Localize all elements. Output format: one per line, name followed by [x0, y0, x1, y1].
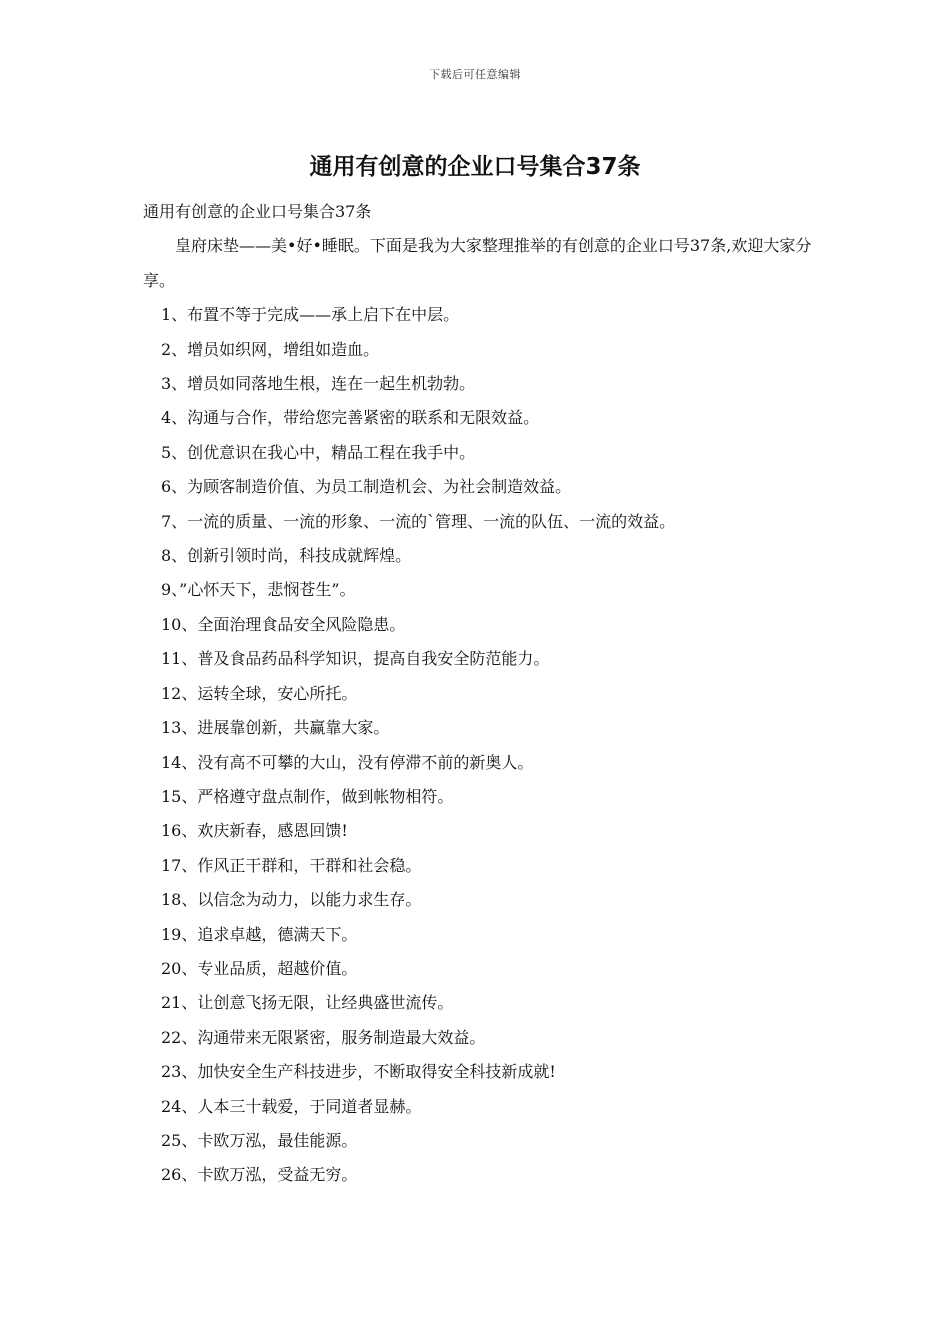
list-item: 23、加快安全生产科技进步，不断取得安全科技新成就!	[161, 1062, 556, 1082]
list-item: 5、创优意识在我心中，精品工程在我手中。	[161, 442, 476, 462]
list-item: 16、欢庆新春，感恩回馈!	[161, 821, 348, 841]
list-item: 25、卡欧万泓，最佳能源。	[161, 1130, 358, 1150]
list-item: 22、沟通带来无限紧密，服务制造最大效益。	[161, 1027, 486, 1047]
page-header-note: 下载后可任意编辑	[429, 68, 521, 81]
subtitle-line: 通用有创意的企业口号集合37条	[143, 202, 372, 221]
list-item: 7、一流的质量、一流的形象、一流的`管理、一流的队伍、一流的效益。	[161, 511, 676, 531]
list-item: 18、以信念为动力，以能力求生存。	[161, 890, 422, 910]
document-title: 通用有创意的企业口号集合37条	[309, 154, 641, 180]
document-body	[143, 195, 813, 1193]
list-item: 14、没有高不可攀的大山，没有停滞不前的新奥人。	[161, 752, 534, 772]
list-item: 9、”心怀天下，悲悯苍生”。	[161, 580, 356, 600]
list-item: 2、增员如织网，增组如造血。	[161, 339, 380, 359]
list-item: 4、沟通与合作，带给您完善紧密的联系和无限效益。	[161, 408, 540, 428]
list-item: 1、布置不等于完成——承上启下在中层。	[161, 305, 460, 325]
slogan-list	[143, 298, 813, 1193]
list-item: 8、创新引领时尚，科技成就辉煌。	[161, 546, 412, 566]
list-item: 24、人本三十载爱，于同道者显赫。	[161, 1096, 422, 1116]
list-item: 20、专业品质，超越价值。	[161, 958, 358, 978]
list-item: 6、为顾客制造价值、为员工制造机会、为社会制造效益。	[161, 477, 572, 497]
list-item: 13、进展靠创新，共赢靠大家。	[161, 718, 390, 738]
list-item: 26、卡欧万泓，受益无穷。	[161, 1165, 358, 1185]
list-item: 15、严格遵守盘点制作，做到帐物相符。	[161, 786, 454, 806]
list-item: 21、让创意飞扬无限，让经典盛世流传。	[161, 993, 454, 1013]
list-item: 3、增员如同落地生根，连在一起生机勃勃。	[161, 374, 476, 394]
list-item: 19、追求卓越，德满天下。	[161, 924, 358, 944]
list-item: 17、作风正干群和，干群和社会稳。	[161, 855, 422, 875]
list-item: 12、运转全球，安心所托。	[161, 683, 358, 703]
list-item: 11、普及食品药品科学知识，提高自我安全防范能力。	[161, 649, 550, 669]
intro-paragraph: 皇府床垫——美•好•睡眠。下面是我为大家整理推举的有创意的企业口号37条,欢迎大家分享。	[143, 236, 812, 290]
list-item: 10、全面治理食品安全风险隐患。	[161, 614, 406, 634]
